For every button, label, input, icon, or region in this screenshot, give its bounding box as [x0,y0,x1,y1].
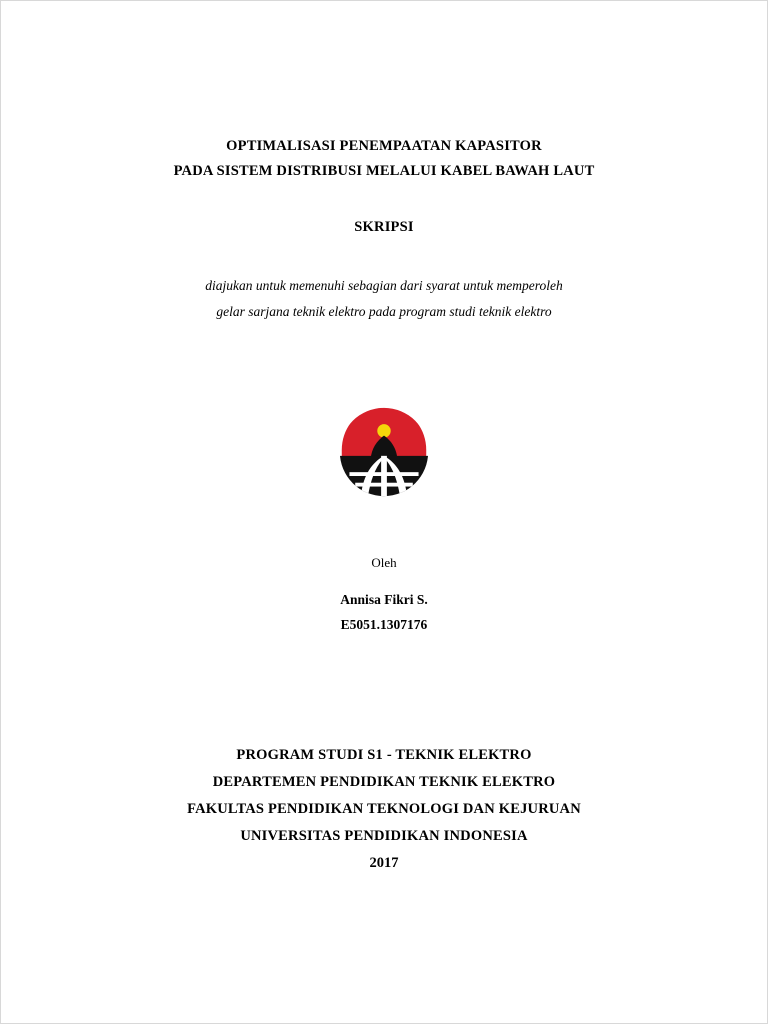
upi-logo-icon [336,404,432,500]
institution-line-2: DEPARTEMEN PENDIDIKAN TEKNIK ELEKTRO [212,774,556,790]
author-student-id: E5051.1307176 [340,617,428,632]
document-type: SKRIPSI [354,219,414,235]
institution-line-3: FAKULTAS PENDIDIKAN TEKNOLOGI DAN KEJURUAN [187,801,581,817]
institution-line-1: PROGRAM STUDI S1 - TEKNIK ELEKTRO [236,747,532,763]
title-line-2: PADA SISTEM DISTRIBUSI MELALUI KABEL BAWAH LAUT [173,163,595,179]
purpose-statement [1,273,767,325]
publication-year: 2017 [369,855,399,871]
author-name: Annisa Fikri S. [340,592,428,607]
by-label: Oleh [371,555,397,570]
title-line-1: OPTIMALISASI PENEMPAATAN KAPASITOR [226,138,542,154]
author-block [1,552,767,637]
page-title [1,134,767,184]
institution-block [1,742,767,877]
purpose-line-2: gelar sarjana teknik elektro pada program studi teknik elektro [216,304,552,319]
logo-container [1,404,767,500]
institution-line-4: UNIVERSITAS PENDIDIKAN INDONESIA [240,828,528,844]
cover-content [1,1,767,877]
purpose-line-1: diajukan untuk memenuhi sebagian dari syarat untuk memperoleh [205,278,563,293]
